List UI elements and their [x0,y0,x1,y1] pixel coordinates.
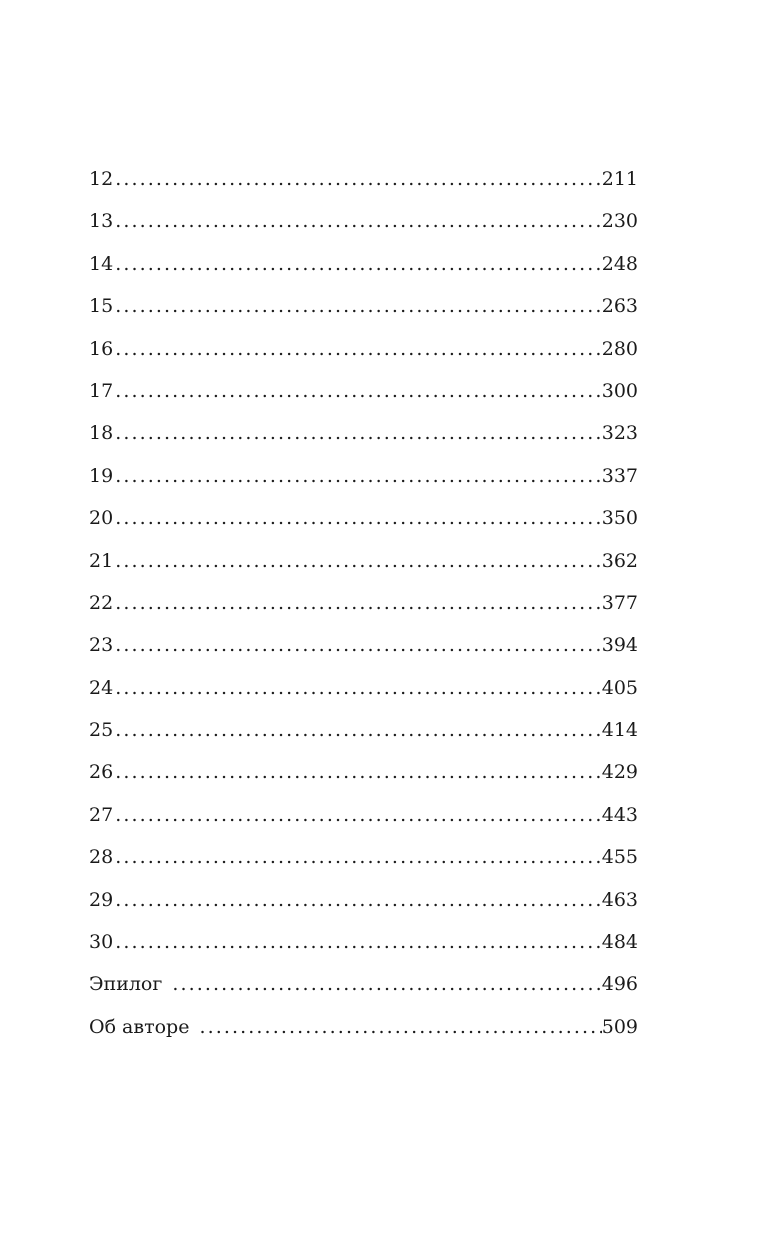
toc-entry-title: 14 [89,252,114,275]
toc-entry-page: 414 [601,719,638,742]
toc-entry-title: 20 [89,507,114,530]
dot-leader [170,970,601,998]
toc-entry-title: 17 [89,379,114,402]
dot-leader [113,886,602,914]
dot-leader [113,631,602,659]
toc-entry[interactable] [89,589,638,631]
toc-entry[interactable] [89,547,638,589]
toc-entry-page: 429 [601,761,638,784]
toc-entry[interactable] [89,758,638,800]
toc-entry-page: 484 [601,931,638,954]
dot-leader [113,758,602,786]
dot-leader [113,462,602,490]
toc-entry-page: 362 [601,549,638,572]
toc-entry-page: 394 [601,634,638,657]
dot-leader [113,716,602,744]
toc-entry-page: 496 [601,973,638,996]
toc-entry-page: 443 [601,803,638,826]
dot-leader [113,165,602,193]
toc-entry[interactable] [89,631,638,673]
toc-entry-title: 30 [89,931,114,954]
toc-entry-title: 12 [89,168,114,190]
toc-entry[interactable] [89,335,638,377]
toc-entry[interactable] [89,928,638,970]
toc-entry-page: 405 [601,676,638,699]
toc-entry-title: 21 [89,549,114,572]
toc-entry[interactable] [89,886,638,928]
dot-leader [113,801,602,829]
toc-entry-title: Эпилог [89,973,163,996]
toc-entry-page: 263 [601,295,638,318]
toc-entry-page: 230 [601,210,638,233]
toc-entry-page: 323 [601,422,638,445]
toc-entry-page: 248 [601,252,638,275]
toc-entry-title: 27 [89,803,114,826]
toc-entry[interactable] [89,462,638,504]
toc-entry-title: 23 [89,634,114,657]
toc-entry-page: 463 [601,888,638,911]
toc-entry-page: 337 [601,464,638,487]
dot-leader [113,504,602,532]
dot-leader [113,377,602,405]
toc-entry[interactable] [89,843,638,885]
toc-entry-title: 19 [89,464,114,487]
toc-entry[interactable] [89,716,638,758]
toc-entry[interactable] [89,801,638,843]
toc-entry-page: 280 [601,337,638,360]
toc-entry-title: 18 [89,422,114,445]
toc-entry[interactable] [89,165,638,207]
toc-entry-page: 350 [601,507,638,530]
toc-entry[interactable] [89,1013,638,1055]
toc-entry-page: 509 [601,1015,638,1038]
dot-leader [113,547,602,575]
toc-entry[interactable] [89,292,638,334]
dot-leader [113,419,602,447]
toc-entry-page: 377 [601,591,638,614]
toc-entry-title: 16 [89,337,114,360]
dot-leader [113,928,602,956]
dot-leader [113,292,602,320]
toc-entry[interactable] [89,970,638,1012]
toc-entry-title: 25 [89,719,114,742]
dot-leader [113,843,602,871]
toc-entry-title: 29 [89,888,114,911]
toc-entry-page: 455 [601,846,638,869]
table-of-contents [89,165,638,1055]
toc-entry-page: 300 [601,379,638,402]
toc-entry[interactable] [89,419,638,461]
dot-leader [113,250,602,278]
dot-leader [197,1013,601,1041]
toc-entry[interactable] [89,207,638,249]
dot-leader [113,207,602,235]
dot-leader [113,674,602,702]
toc-entry-title: 24 [89,676,114,699]
toc-entry[interactable] [89,674,638,716]
dot-leader [113,335,602,363]
toc-entry-title: 28 [89,846,114,869]
toc-entry-title: 22 [89,591,114,614]
toc-entry[interactable] [89,504,638,546]
dot-leader [113,589,602,617]
toc-entry[interactable] [89,250,638,292]
toc-entry-title: Об авторе [89,1015,190,1038]
toc-entry-title: 26 [89,761,114,784]
toc-entry-title: 15 [89,295,114,318]
toc-entry-title: 13 [89,210,114,233]
toc-entry-page: 211 [601,168,638,190]
toc-entry[interactable] [89,377,638,419]
